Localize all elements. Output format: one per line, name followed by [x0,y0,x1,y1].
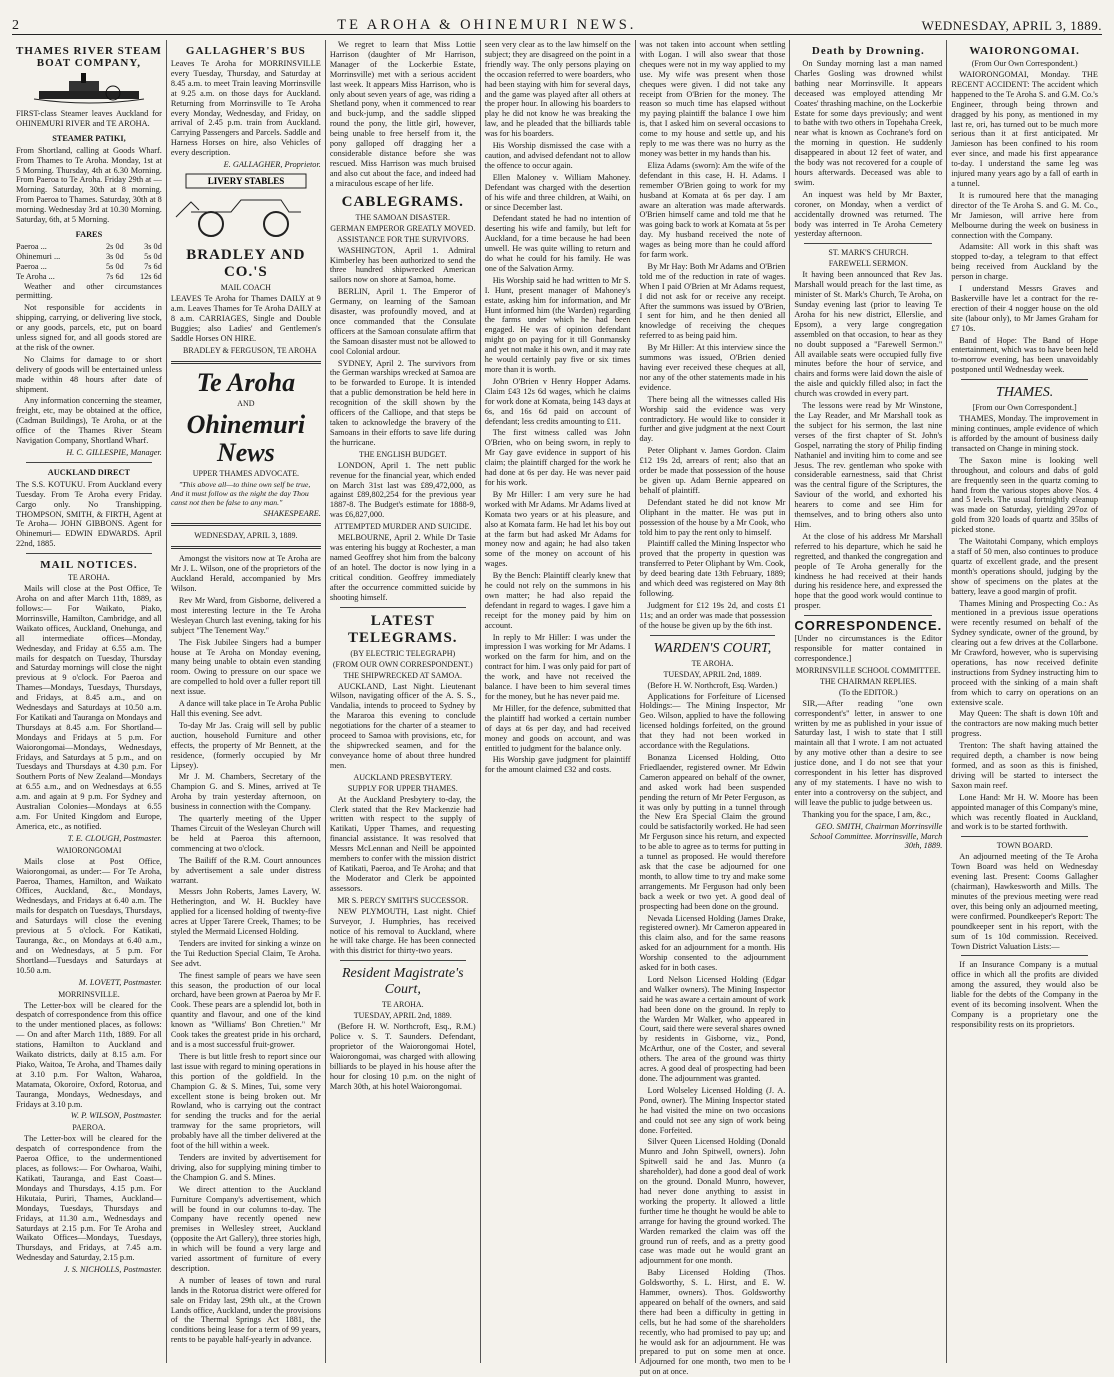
bus-heading: GALLAGHER'S BUS [185,45,306,57]
postmaster-signature: M. LOVETT, Postmaster. [78,977,162,987]
court-report-text: By Mr Hiller: At this interview since the summons was issued, O'Brien denied having ever received these cheques at all, nor any of the other statements made in his evidence. [639,343,786,392]
local-news-item: Mr J. M. Chambers, Secretary of the Champion G. and S. Mines, arrived at Te Aroha by train yesterday afternoon, on business in connection with the Company. [170,772,321,812]
to-the-editor: (To the EDITOR.) [839,687,898,697]
court-report-text: There being all the witnesses called His Worship said the evidence was very contradictory. He would like to consider it further and give judgment at the next Court day. [639,394,786,444]
thames-text: Trenton: The shaft having attained the required depth, a chamber is now being formed, and as soon as this is finished, driving will be started to intersect the Saxon main reef. [951,741,1098,790]
bradley-heading: BRADLEY AND CO.'S [186,246,306,280]
divider [961,836,1088,837]
magistrates-court-text: (Before H. W. Northcroft, Esq., R.M.) Police v. S. T. Saunders. Defendant, proprietor of the Waiorongomai Hotel, Waiorongomai, was charged with allowing billiards to be played in his house after the hour for closing 10 p.m. on the night of March 30th, at his hotel Waiorongomai. [329,1022,476,1091]
steamboat-intro: FIRST-class Steamer leaves Auckland for OHINEMURI RIVER and TE AROHA. [16,109,162,128]
paper-motto: "This above all—to thine own self be true, And it must follow as the night the day Thou canst not then be false to any man." [170,479,311,507]
wardens-court-text: Nevada Licensed Holding (James Drake, registered owner). Mr Cameron appeared in this claim also, and for the same reasons asked for an adjournment for a month. His Worship consented to the adjournment asked for in both cases. [639,913,786,973]
mail-morrinsville-subheading: MORRINSVILLE. [58,989,120,999]
divider [171,361,321,364]
magistrates-court-place: TE AROHA. [381,1000,424,1010]
divider [26,462,152,463]
attempted-murder-text: MELBOURNE, April 2. While Dr Tasie was entering his buggy at Rochester, a man named Geoffrey shot him from the balcony of an hotel. The doctor is now lying in a critical condition. Geoffrey immediately after the occurrence committed suicide by shooting himself. [329,533,476,602]
thames-text: THAMES, Monday. The improvement in mining continues, ample evidence of which is afforded by the amount of business daily transacted on Change in mining stock. [951,414,1098,453]
local-news-item: The quarterly meeting of the Upper Thames Circuit of the Wesleyan Church will be held at Paeroa this afternoon, commencing at two o'clock. [170,814,321,853]
manager-signature: H. C. GILLESPIE, Manager. [66,448,162,457]
court-report-text: The first witness called was John O'Brien, who on being sworn, in reply to Mr Gay gave evidence in support of his claim; the plaintiff charged for the work he had done at 6s per day. He was never paid for his work. [484,428,631,487]
court-report-text: His Worship said he had written to Mr S. I. Hunt, present manager of Mahoney's estate, asking him for information, and Mr Hunt informed him (the Warden) regarding the farms under which he had been engaged. He was of opinion defendant might go on paying for it till Gonmansky and yet not make it his own, and it may rate he would certainly pay five or six times more than it is worth. [484,275,631,374]
attempted-murder-heading: ATTEMPTED MURDER AND SUICIDE. [334,522,472,532]
waiorongomai-text: It is rumoured here that the managing director of the Te Aroha S. and G. M. Co., Mr Jamieson, will arrive here from Melbourne during the week on business in connection with the Company. [951,190,1098,240]
school-committee-heading: MORRINSVILLE SCHOOL COMMITTEE. [795,665,941,675]
steamer-schedule: From Shortland, calling at Goods Wharf. From Thames to Te Aroha. Monday, 1st at 5 Morning. Thursday, 4th at 6.30 Morning. From Paeroa to Te Aroha. Friday 29th at — Morning. Saturday, 30th at 8 morning. From Paeroa to Thames. Saturday, 30th at 8 morning. Wednesday 3rd at 10.30 Morning. Saturday, 6th, at 5 Morning. [16,145,162,225]
divider [26,553,152,554]
mail-notices-heading: MAIL NOTICES. [40,559,138,572]
waiorongomai-text: Band of Hope: The Band of Hope entertainment, which was to have been held to-morrow evening, has been unavoidably postponed until Wednesday week. [951,335,1098,375]
fare-row: Paeroa ... 2s 0d 3s 0d [16,241,162,251]
court-report-text: John O'Brien v Henry Hopper Adams. Claim £43 12s 6d wages, which he claims for work done at Komata, being 143 days at 6s, and 16s 6d paid on account of defendant; less credits amounting to £11. [484,376,631,426]
mail-paeroa-subheading: PAEROA. [72,1123,106,1133]
sermon-text: It having been announced that Rev Jas. Marshall would preach for the last time, as minister of St. Mark's Church, Te Aroha, on Sunday evening last (prior to leaving Te Aroha for his new district, Ellerslie, and Epsom), a very large congregation assembled on that occasion, to hear as they no doubt supposed a "Farewell Sermon." All available seats were occupied fully five minutes before the hour of service, and chairs and forms were laid down the aisle of the aisle and quickly filled also; in fact the church was crowded in every part. [794,270,943,399]
court-report-text: Peter Oliphant v. James Gordon. Claim £12 19s 2d, arrears of rent; also that an order be made that possession of the house be given up. Adam Bernie appeared on behalf of plaintiff. [639,446,786,495]
local-news-item: We regret to learn that Miss Lottie Harrison (daughter of Mr Harrison, Manager of the Lockerbie Estate, Morrinsville) met with a serious accident last week. It appears Miss Harrison, who is only about seven years of age, was riding a Shetland pony, when it commenced to rear and buck-jump, and the saddle slipped round the pony, the little girl, however, being unable to free herself from it, the pony galloped off dragging her a considerable distance before she was rescued. Miss Harrison was much bruised and also cut about the face, and indeed had a miraculous escape of her life. [329,40,476,188]
wardens-court-text: Silver Queen Licensed Holding (Donald Munro and John Spitwell, owners). John Spitwell said he and Jas. Munro (a shareholder), had done a good deal of work on the ground. Donald Munro, however, had never done anything to assist in working the property. It allowed a little further time he thought he would be able to arrange for having the ground worked. The Warden remarked the claim was off the ground run of reefs, and as a pretty good case was made out he would grant an adjournment for one month. [639,1137,786,1266]
column-4 [481,40,636,1363]
paper-title-te-aroha: Te Aroha [196,367,296,397]
bradley-text: LEAVES Te Aroha for Thames DAILY at 9 a.m. Leaves Thames for Te Aroha DAILY at 8 a.m. CARRIAGES, Single and Double Buggies; also Ladies' and Gentlemen's Saddle Horses ON HIRE. [170,293,321,343]
divider [961,379,1088,380]
court-report-text: Plaintiff called the Mining Inspector who proved that the property in question was transferred to Peter Oliphant by Wm. Cook, by deed bearing date 13th February, 1889; and which deed was registered on May 8th following. [639,539,786,598]
thames-text: Thames Mining and Prospecting Co.: As mentioned in a previous issue operations were recently resumed on behalf of the Sydney syndicate, owner of the ground, by clearing out a few drives at the Collarbone. Mr Crawford, however, who is supervising operations, has now received definite instructions from Sydney instructing him to proceed with the sinking of a main shaft from which to carry on operations on an extensive scale. [951,598,1098,707]
paper-title-and: AND [237,398,255,408]
samoan-disaster-heading: THE SAMOAN DISASTER. [355,212,450,222]
thames-text: The Waitotahi Company, which employs a staff of 50 men, also continues to produce quartz of excellent grade, and the present month's operations should, judging by the show of specimens on the plates at the battery, leave a good margin of profit. [951,537,1098,596]
fare-row: Te Aroha ... 7s 6d 12s 6d [16,271,162,281]
insurance-text: If an Insurance Company is a mutual office in which all the profits are divided among the assured, they would also be liable for the debts of the Company in the event of its becoming insolvent. When the Company is a proprietary one the responsibility rests on its proprietors. [951,960,1098,1029]
court-report-text: Mr Hiller, for the defence, submitted that the plaintiff had worked a certain number of days at 6s per day, and had received money and goods on account, and was entitled to judgment for the balance only. [484,703,631,753]
local-news-item: To-day Mr Jas. Craig will sell by public auction, household Furniture and other effects, the property of Mr Bennett, at the residence, (formerly occupied by Mr Lipsey). [170,720,321,770]
mail-waiorongomai-subheading: WAIORONGOMAI [56,845,122,855]
fare-row: Paeroa ... 5s 0d 7s 6d [16,261,162,271]
latest-telegrams-correspondent: (FROM OUR OWN CORRESPONDENT.) [332,659,473,669]
supply-heading: SUPPLY FOR UPPER THAMES. [347,783,458,793]
thames-text: Lone Hand: Mr H. W. Moore has been appointed manager of this Company's mine, which was recently floated in Auckland, and work is to be started forthwith. [951,792,1098,832]
sermon-text: The lessons were read by Mr Winstone, the Lay Reader, and Mr Marshall took as the subject for his sermon, the last nine verses of the first chapter of St. John's Gospel, narrating the story of Philip finding Nathaniel and inviting him to come and see Jesus. The rev. gentleman who spoke with considerable earnestness, said that Christ was the central figure of the Scriptures, the Saviour of the world, and exhorted his hearers to come and see Him for themselves, and to bring others also unto Him. [794,401,943,529]
wardens-court-text: Bonanza Licensed Holding, Otto Friedlaender, registered owner. Mr Edwin Cameron appeared on behalf of the owner, and asked work had been suspended pending the return of Mr Peter Ferguson, as it was only by putting in a tunnel through the New Era Special Claim the ground could be satisfactorily worked. He had seen Mr Ferguson since his return, and expected to be able to agree as to terms for putting in a tunnel as proposed. He would therefore ask that the case be adjourned for one month, to allow time to try and make some arrangements. Mr Ferguson had only been back a week or two yet. A good deal of prospecting had been done on the ground. [639,753,786,911]
paper-title-ohinemuri-news: Ohinemuri News [186,409,306,467]
court-report-text: was not taken into account when settling with Logan. I will also swear that those cheques were not in my way applied to my use. My wife was present when those cheques were given. I did not take any receipt from O'Brien for the money. The reason so much time has elapsed without my paying plaintiff the balance I owe him is, that I asked him on several occasions to come to my house and settle up, and his reply to me was there was no hurry as the money was better in my hands than his. [639,40,786,158]
column-1 [12,40,167,1363]
waiorongomai-text: WAIORONGOMAI, Monday. THE RECENT ACCIDENT: The accident which happened to the Te Aroha S. and G.M. Co.'s Engineer, through being thrown and dragged by his pony, as mentioned in my last re, ori, has turned out to be much more serious than it at first anticipated. Mr Jamieson has been confined to his room ever since, and made his first appearance to-day. I understand the same leg was injured many years ago by a fall of earth in a tunnel. [951,70,1098,188]
shipwrecked-text: AUCKLAND, Last Night. Lieutenant Wilson, navigating officer of the A. S. S., Vandalia, intends to proceed to Sydney by the Mararoa this evening to conclude negotiations for the charter of a steamer to proceed to Samoa with provisions, etc, for the shipwrecked seamen, and for the conveyance home of about three hundred men. [329,681,476,770]
thames-text: The Saxon mine is looking well throughout, and colours and dabs of gold are frequently seen in the quartz coming to hand from the various stopes above Nos. 4 and 5 levels. The usual fortnightly cleanup was made on Saturday, yielding 297oz of gold from 320 loads of quartz and 35lbs of picked stone. [951,455,1098,535]
mail-morrinsville-text: The Letter-box will be cleared for the despatch of correspondence from this office to the under mentioned places, as follows:— On and after March 11th, 1889. For all stations, Hamilton to Auckland and Waikato districts, daily at 8.15 a.m. For Piako, Waitoa, Te Aroha, and Thames daily at 3.10 p.m. For Walton, Waharoa, Matamata, Okoroire, Oxford, Rotorua, and Tauranga, Mondays, Wednesdays, and Fridays at 3.10 p.m. [16,1000,162,1109]
correspondence-heading: CORRESPONDENCE. [794,618,943,634]
court-report-text: Defendant stated he did not know Mr Oliphant in the matter. He was put in possession of the house by a Mr Cook, who told him to pay the rent only to himself. [639,497,786,537]
editorial-date: WEDNESDAY, APRIL 3, 1889. [194,531,298,541]
thames-text: May Queen: The shaft is down 10ft and the contractors are now making much better progress. [951,709,1098,739]
local-news-item: Messrs John Roberts, James Lavery, W. Hetherington, and W. H. Buckley have applied for a licensed holding of twenty-five acres at Upper Tarere Creek, Thames; to be styled the Mermaid Licensed Holding. [170,887,321,937]
fares-heading: FARES [75,229,103,239]
page-number: 2 [12,18,20,33]
divider [340,960,466,961]
fare-row: Ohinemuri ... 3s 0d 5s 0d [16,251,162,261]
shipwrecked-heading: THE SHIPWRECKED AT SAMOA. [343,670,463,680]
mail-waiorongomai-text: Mails close at Post Office, Waiorongomai, as under:— For Te Aroha, Paeroa, Thames, Hamilton, and Waikato Offices, Auckland, &c., Mondays, Wednesdays, and Fridays at 6.40 a.m. The mails for despatch on Tuesdays, Thursdays, and Saturdays will close the evening previous at 5 o'clock. For Katikati, Tauranga, &c., on Mondays at 6.40 a.m., and on Wednesdays, at 5 p.m. For Shortland—Tuesdays and Saturdays at 10.50 a.m. [16,856,162,975]
local-news-item: Tenders are invited by advertisement for driving, also for supplying mining timber to the Champion G. and S. Mines. [170,1152,321,1182]
local-news-item: The Fisk Jubilee Singers had a bumper house at Te Aroha on Monday evening, many being unable to obtain even standing room. Owing to pressure on our space we are compelled to hold over a fuller report till next issue. [170,637,321,697]
auckland-direct-text: The S.S. KOTUKU. From Auckland every Tuesday. From Te Aroha every Friday. Cargo only. No Transhipping. THOMPSON, SMITH, & FIRTH, Agent at Te Aroha— JOHN GIBBONS. Agent for Ohinemuri— EDWIN EDWARDS. April 22nd, 1885. [16,479,162,549]
wardens-court-text: Lord Wolseley Licensed Holding (J. A. Pond, owner). The Mining Inspector stated he had visited the mine on two occasions and could not see any sign of work being done. Forfeited. [639,1085,786,1135]
wardens-court-heading: WARDEN'S COURT, [653,640,772,656]
chairman-replies-heading: THE CHAIRMAN REPLIES. [820,676,917,686]
court-report-text: By Mr Hiller: I am very sure he had worked with Mr Adams. Mr Adams lived at Komata two years or at his pleasure, and also at Komata farm. He had let his boy out at the farm but had asked Mr Adams for money now and again; he had also taken some of the money on account of his wages. [484,489,631,569]
livery-stables-illustration [171,172,321,242]
court-report-text: Eliza Adams (sworn): Am the wife of the defendant in this case, H. H. Adams. I remember O'Brien going to work for my husband at Komata at 6s per day. I am aware an alteration was made afterwards. O'Brien himself came and told me that he was going back to work at Komata at 5s per day. My husband received the note of wages as being more than he could afford for farm work. [639,160,786,260]
divider [171,546,321,549]
fares-table [16,242,162,282]
correspondence-note: [Under no circumstances is the Editor responsible for matter contained in correspondence.] [794,634,943,663]
wardens-court-place: TE AROHA. [691,658,734,668]
english-budget-text: LONDON, April 1. The nett public revenue for the financial year, which ended on March 31st last was £89,472,000, as against £89,802,254 for the previous year 1887-8. The Budget's estimate for 1888-9, was £6,827,000. [329,460,476,520]
waiorongomai-text: I understand Messrs Graves and Baskerville have let a contract for the re-erection of their 4 nogger house on the old site (labour only), to Mr James Graham for £7 10s. [951,284,1098,333]
auckland-direct-heading: AUCKLAND DIRECT [47,467,131,477]
column-6 [790,40,947,1363]
divider [961,955,1088,956]
cable-item: SYDNEY, April 2. The survivors from the German warships wrecked at Samoa are to be forwarded to Europe. It is intended that a public demonstration be held here in recognition of the skill shown by the officers of the Calliope, and that steps be taken to acknowledge the bravery of the Samoans in their efforts to save life during the hurricane. [329,358,476,447]
local-news-item: We direct attention to the Auckland Furniture Company's advertisement, which will be found in our columns to-day. The Company have recently opened new premises in Wellesley street, Auckland (opposite the Art Gallery), three stories high, in which will be found a very large and varied assortment of furniture of every description. [170,1184,321,1273]
newspaper-title: TE AROHA & OHINEMURI NEWS. [337,17,637,33]
mail-paeroa-text: The Letter-box will be cleared for the despatch of correspondence from the Paeroa Office, to the undermentioned places, as follows:— For Owharoa, Waihi, Katikati, Tauranga, and East Coast—Mondays and Thursdays, 4.15 p.m. For Hikutaia, Puriri, Thames, Auckland—Mondays, Tuesdays, Thursdays and Fridays, at 11.30 a.m., Wednesdays and Saturdays at 2.15 p.m. For Te Aroha and Waikato Offices—Mondays, Tuesdays, Thursdays, and Fridays, at 7.45 a.m. Wednesday and Saturday, 2.15 p.m. [16,1134,162,1263]
local-news-item: A number of leases of town and rural lands in the Rotorua district were offered for sale on Friday last, 29th ult., at the Crown Lands office, Auckland, under the provisions of the Thermal Springs Act 1881, the conditions being lease for a term of 99 years, rents to be payable half-yearly in advance. [170,1275,321,1345]
magistrates-court-date: TUESDAY, APRIL 2nd, 1889. [353,1011,452,1021]
cable-item: BERLIN, April 1. The Emperor of Germany, on learning of the Samoan disaster, was profoundly moved, and at once commanded that the Consulate officers at the Samoan consulate affirm that the Samoan disaster must not be allowed to cool Colonial ardour. [329,287,476,356]
divider [171,523,321,526]
latest-telegrams-source: (BY ELECTRIC TELEGRAPH) [350,648,456,658]
bus-proprietor: E. GALLAGHER, Proprietor. [223,160,321,170]
steamer-name-heading: STEAMER PATIKI, [52,133,126,143]
court-report-text: Defendant stated he had no intention of deserting his wife and family, but left for Auckland, for a time because he had been unwell. He was quite willing to return and do what he could for his family. He was one of the Salvation Army. [484,214,631,273]
bradley-signature: BRADLEY & FERGUSON, TE AROHA [183,345,317,355]
claims-notice: No Claims for damage to or short delivery of goods will be entertained unless made within 48 hours after date of shipment. [16,354,162,394]
local-news-item: Rev Mr Ward, from Gisborne, delivered a most interesting lecture in the Te Aroha Wesleyan Church last evening, taking for his subject "The Tenement Way." [170,596,321,635]
postmaster-signature: T. E. CLOUGH, Postmaster. [67,833,162,843]
divider [804,243,932,244]
bus-text: Leaves Te Aroha for MORRINSVILLE every Tuesday, Thursday, and Saturday at 8.45 a.m. to meet Train leaving Morrinsville at 9.25 a.m. on those days for Auckland. Returning from Morrinsville to Te Aroha every Monday, Wednesday, and Friday, on arrival of 2.45 p.m. train from Auckland. Carrying Passengers and Parcels. Saddle and Harness Horses on hire, also Vehicles of every description. [170,59,321,158]
court-report-text: Judgment for £12 19s 2d, and costs £1 11s; and an order was made that possession of the house be given up by the 6th inst. [639,600,786,630]
latest-telegrams-heading: LATEST TELEGRAMS. [347,612,458,646]
thames-heading: THAMES. [996,385,1054,401]
court-report-text: By the Bench: Plaintiff clearly knew that he could not rely on the summons in his own matter; he had also repaid the defendant in regard to wages. I gave him a receipt for the money paid by him on account. [484,571,631,630]
issue-date: WEDNESDAY, APRIL 3, 1889. [921,18,1102,33]
court-report-text: Ellen Maloney v. William Mahoney. Defendant was charged with the desertion of his wife and three children, at Waihi, on or since December last. [484,172,631,212]
sermon-text: At the close of his address Mr Marshall referred to his departure, which he said he regretted, and thanked the congregation and people of Te Aroha generally for the kindness he had received at their hands during his residence here, and expressed the hope that the good work would continue to prosper. [794,531,943,611]
steamboat-company-heading: THAMES RIVER STEAM BOAT COMPANY, [16,45,162,69]
local-news-item: The finest sample of pears we have seen this season, the production of our local orchard, have been grown at Paeroa by Mr F. Cook. These pears are a splendid lot, both in quantity and flavour, and one of the kind known as "Williams' Bon Chretien." Mr Cook takes the greatest pride in his orchard, and is a most successful fruit-grower. [170,970,321,1049]
stables-sign-text: LIVERY STABLES [207,175,285,186]
court-report-text: By Mr Hay: Both Mr Adams and O'Brien told me of the reduction in rate of wages. When I paid O'Brien at Mr Adams request, I did not ask for or receive any receipt. After the summons was issued by O'Brien, I sent for him, and he then denied all knowledge of receiving the cheques referred to as being paid him. [639,261,786,341]
local-news-item: A dance will take place in Te Aroha Public Hall this evening. See advt. [170,699,321,718]
wardens-court-text: Lord Nelson Licensed Holding (Edgar and Walker owners). The Mining Inspector said he was aware a certain amount of work had been done on the ground. In reply to the Warden Mr Walker, who appeared in Court, said there were several shares owned by residents in Gisborne, viz., Pond, McArthur, one of the Coster, and several others. The area of the ground was thirty acres. A good deal of prospecting had been done. The adjournment was granted. [639,974,786,1083]
town-board-text: An adjourned meeting of the Te Aroha Town Board was held on Wednesday evening last. Present: Cooms Gallagher (chairman), Hawkesworth and Mills. The minutes of the previous meeting were read over, this being only an adjourned meeting, were confirmed. Poundkeeper's Report: The poundkeeper sent in his report, with the sum of 1s 10d commission. Received. Town District Valuation Lists:— [951,852,1098,951]
local-news-item: Tenders are invited for sinking a winze on the Tui Reduction Special Claim, Te Aroha. See advt. [170,938,321,968]
mail-te-aroha-text: Mails will close at the Post Office, Te Aroha on and after March 11th, 1889, as follows:— For Waikato, Piako, Morrinsville, Hamilton, Cambridge, and all Waikato offices, Auckland, Onehunga, and all intermediate offices—Monday, Wednesday, and Friday at 6.55 a.m. The mails for despatch on Tuesday, Thursday and Saturday mornings will close the night previous at 9 o'clock. For Paeroa and Thames—Mondays, Tuesdays, Thursdays, and Fridays, at 8.45 a.m., and on Wednesdays and Saturdays at 10.50 a.m. For Katikati and Tauranga on Mondays and Thursdays at 8.45 a.m. For Shortland—Mondays and Fridays at 5 p.m. For Waiorongomai—Mondays, Wednesdays, Fridays, and Saturdays at 5 p.m., and on Tuesdays and Thursdays at 4.30 p.m. For Southern Ports of New Zealand—Mondays at 6.55 a.m., and on Wednesdays at 6.55 a.m. and again at 9 p.m. For Sydney and Australian Colonies—Mondays at 6.55 a.m. For United Kingdom and Europe, America, etc., as notified. [16,584,162,831]
column-7 [947,40,1102,1363]
mail-te-aroha-subheading: TE AROHA. [68,573,110,583]
st-marks-heading: ST. MARK'S CHURCH. [828,248,909,258]
waiorongomai-correspondent: (From Our Own Correspondent.) [971,59,1078,68]
drowning-text: An inquest was held by Mr Baxter, coroner, on Monday, when a verdict of accidentally drowned was returned. The body was interred in Te Aroha Cemetery yesterday afternoon. [794,189,943,239]
information-notice: Any information concerning the steamer, freight, etc, may be obtained at the office, (Cadman Buildings), Te Aroha, or at the office of the Thames River Steam Navigation Company, Shortland Wharf. [16,396,162,446]
drowning-heading: Death by Drowning. [811,45,925,57]
postmaster-signature: J. S. NICHOLLS, Postmaster. [63,1265,162,1275]
column-2 [167,40,326,1363]
court-report-text: His Worship dismissed the case with a caution, and advised defendant not to allow the offence to occur again. [484,141,631,170]
page-columns [12,40,1102,1377]
farewell-sermon-heading: FAREWELL SERMON. [828,259,908,269]
waiorongomai-heading: WAIORONGOMAI. [969,45,1080,57]
divider [650,635,776,636]
cablegrams-heading: CABLEGRAMS. [341,193,464,210]
liability-notice: Not responsible for accidents in shipping, carrying, or delivering live stock, or any goods, parcels, etc, put on board unless signed for, and all goods stored are at the risk of the owner. [16,303,162,352]
column-5 [636,40,791,1377]
masthead [12,4,1102,35]
assistance-heading: ASSISTANCE FOR THE SURVIVORS. [337,234,469,244]
german-emperor-heading: GERMAN EMPEROR GREATLY MOVED. [330,223,476,233]
wardens-court-date: TUESDAY, APRIL 2nd, 1889. [663,669,762,679]
waiorongomai-text: Adamsite: All work in this shaft was stopped to-day, a telegram to that effect being received from Auckland by the person in charge. [951,242,1098,282]
letter-signature: GEO. SMITH, Chairman Morrinsville School Committee. Morrinsville, March 30th, 1889. [810,821,943,851]
bradley-subheading: MAIL COACH [220,282,271,292]
supply-text: At the Auckland Presbytery to-day, the Clerk stated that the Rev Mackenzie had written with respect to the supply of Katikati, Upper Thames, and requesting financial assistance. It was resolved that Messrs McLennan and Neill be appointed members to confer with the mission district of Katikati, Paeroa, and Te Aroha; and that the Moderator and Clerk be appointed assessors. [329,794,476,893]
wardens-court-text: Baby Licensed Holding (Thos. Goldsworthy, S. L. Hirst, and E. W. Hammer, owners). Thos. Goldsworthy appeared on behalf of the owners, and said there had been a difficulty in getting in cells, but he had some of the shareholders recently, who had promised to pay up; and he would ask for an adjournment. He was prepared to put on some men at once. Adjourned for one month, two men to be put on at once. [639,1268,786,1377]
percy-smith-text: NEW PLYMOUTH, Last night. Chief Surveyor, J. Humphries, has received notice of his removal to Auckland, where he will take charge. He has been connected with this district for thirty-two years. [329,906,476,956]
cable-item: WASHINGTON, April 1. Admiral Kimberley has been authorized to send the three hundred shipwrecked American sailors now on shore at Samoa, home. [329,245,476,285]
wardens-court-before: (Before H. W. Northcroft, Esq. Warden.) [647,680,778,690]
letter-text: Thanking you for the space, I am, &c., [802,809,931,819]
divider [340,607,466,608]
court-report-text: In reply to Mr Hiller: I was under the impression I was working for Mr Adams. I worked on the farm for him, and on the contract for him. I was only paid for part of the work, and have not received the balance. I have been to him several times for the money, but he has never paid me. [484,632,631,701]
presbytery-heading: AUCKLAND PRESBYTERY. [353,772,453,782]
local-news-item: Amongst the visitors now at Te Aroha are Mr J. L. Wilson, one of the proprietors of the Auckland Herald, accompanied by Mrs Wilson. [170,554,321,594]
letter-text: SIR,—After reading "one own correspondent's" letter, in answer to one written by me as published in your issue of Saturday last, I wish to state that I still maintain all that I wrote. I am not actuated by any motive other than a desire to see justice done, and I do not see that your correspondent in his letter has disproved any of my statements. I have no wish to enter into a controversy on the subject, and will leave the public to judge between us. [794,698,943,807]
drowning-text: On Sunday morning last a man named Charles Gosling was drowned whilst bathing near Morrinsville. It appears deceased was employed attending Mr Coates' thrashing machine, on the Lockerbie Estate for some days previously; and went to bathe with two others in Topehaha Creek, near what is known as Cochrane's ford on the morning in question. He suddenly disappeared in about 12 feet of water, and the body was not recovered for a couple of hours afterwards. Deceased was able to swim. [794,59,943,187]
local-news-item: There is but little fresh to report since our last issue with regard to mining operations in this portion of the goldfield. In the Champion G. & S. Mines, Tui, some very excellent stone is being broken out. Mr Rowland, who is carrying out the contract for sending the trucks and for the aerial tramway for the same proprietors, will probably have all the timber delivered at the foot of the hill within a week. [170,1051,321,1151]
magistrates-court-heading: Resident Magistrate's Court, [341,966,464,998]
local-news-item: The Bailiff of the R.M. Court announces by advertisement a sale under distress warrant. [170,855,321,885]
fares-note: Weather and other circumstances permitting. [16,281,162,301]
court-report-text: His Worship gave judgment for plaintiff for the amount claimed £32 and costs. [484,755,631,775]
court-report-text: seen very clear as to the law himself on the subject; they are disagreed on the point in a friendly way. The only persons playing on the occasion referred to were boarders, who had been staying with him for several days, and the game was played after all others at the proper hour. In allowing his boarders to play he did not know he was breaking the law, and he pleaded that the billiards table was for his boarders. [484,40,631,139]
paper-subtitle: UPPER THAMES ADVOCATE. [192,468,299,478]
postmaster-signature: W. P. WILSON, Postmaster. [70,1111,162,1121]
percy-smith-heading: MR S. PERCY SMITH'S SUCCESSOR. [337,895,469,905]
divider [804,615,932,616]
town-board-heading: TOWN BOARD. [996,841,1053,851]
steamer-illustration [29,71,149,107]
paper-motto-author: SHAKESPEARE. [263,508,321,518]
english-budget-heading: THE ENGLISH BUDGET. [358,449,447,459]
wardens-court-text: Applications for Forfeiture of Licensed Holdings:— The Mining Inspector, Mr Geo. Wilson, applied to have the following licensed holdings forfeited, on the ground that they had not been worked in accordance with the Regulations. [639,691,786,751]
column-3 [326,40,481,1363]
thames-correspondent: [From our Own Correspondent.] [972,403,1077,413]
